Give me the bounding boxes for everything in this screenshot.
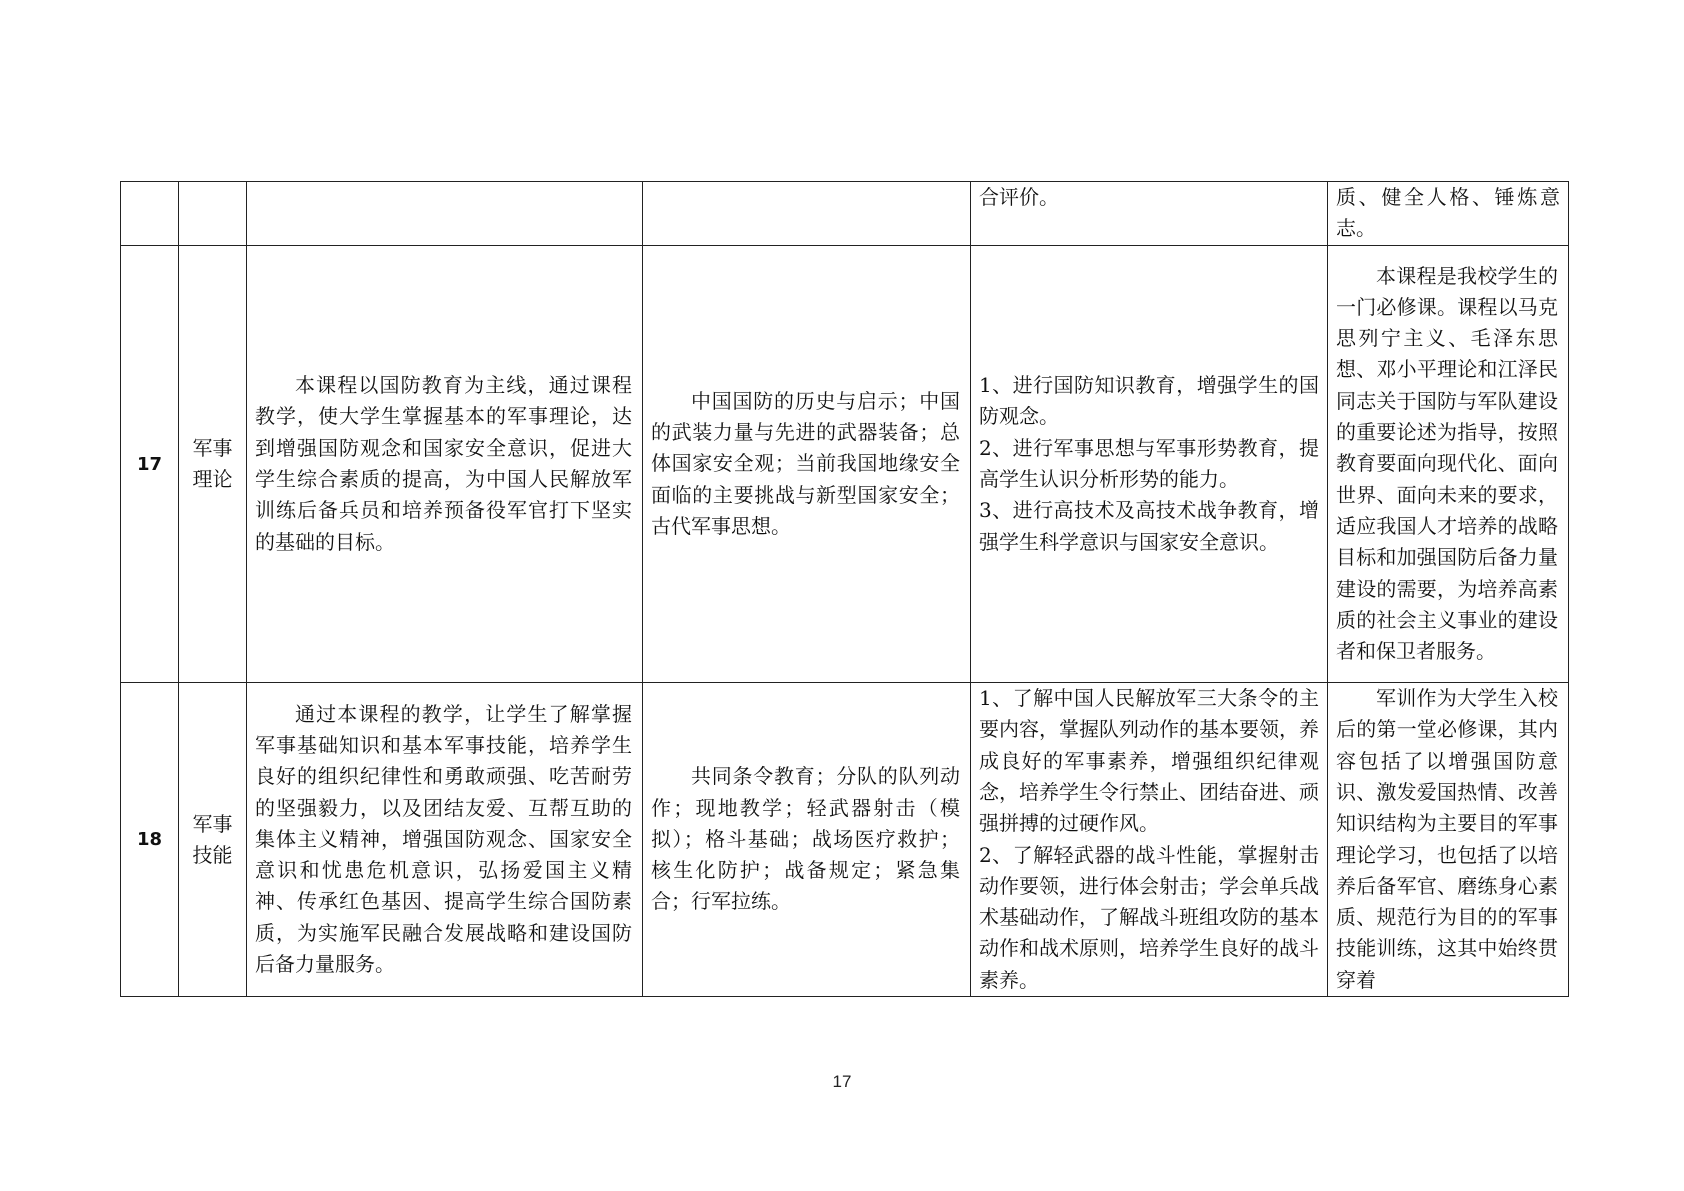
table-row-continuation [121, 182, 1569, 246]
requirement-item: 1、了解中国人民解放军三大条令的主要内容，掌握队列动作的基本要领，养成良好的军事素养，增强组织纪律观念，培养学生令行禁止、团结奋进、顽强拼搏的过硬作风。 [979, 686, 1319, 836]
cell-objective [247, 182, 643, 246]
course-description: 军训作为大学生入校后的第一堂必修课，其内容包括了以增强国防意识、激发爱国热情、改善知识结构为主要目的军事理论学习，也包括了以培养后备军官、磨练身心素质、规范行为目的的军事技能训练，这其中始终贯穿着 [1336, 686, 1558, 992]
table-row-17 [121, 246, 1569, 683]
row-number: 18 [136, 829, 163, 851]
cell-requirements [971, 683, 1328, 997]
requirement-item: 2、进行军事思想与军事形势教育，提高学生认识分析形势的能力。 [979, 435, 1319, 491]
page-number: 17 [832, 1072, 852, 1091]
cell-number [121, 246, 179, 683]
cell-description [1328, 246, 1569, 683]
course-description: 本课程是我校学生的一门必修课。课程以马克思列宁主义、毛泽东思想、邓小平理论和江泽民同志关于国防与军队建设的重要论述为指导，按照教育要面向现代化、面向世界、面向未来的要求，适应我国人才培养的战略目标和加强国防后备力量建设的需要，为培养高素质的社会主义事业的建设者和保卫者服务。 [1336, 263, 1558, 664]
cell-course-name [179, 182, 247, 246]
course-content: 共同条令教育；分队的队列动作；现地教学；轻武器射击（模拟）；格斗基础；战场医疗救护；核生化防护；战备规定；紧急集合；行军拉练。 [651, 764, 960, 914]
requirement-item: 2、了解轻武器的战斗性能，掌握射击动作要领，进行体会射击；学会单兵战术基础动作，了解战斗班组攻防的基本动作和战术原则，培养学生良好的战斗素养。 [979, 842, 1319, 992]
cell-requirements [971, 182, 1328, 246]
cell-course-name [179, 683, 247, 997]
cell-content [643, 182, 971, 246]
row-number: 17 [136, 453, 163, 475]
cell-objective [247, 683, 643, 997]
cell-number [121, 182, 179, 246]
course-content: 中国国防的历史与启示；中国的武装力量与先进的武器装备；总体国家安全观；当前我国地缘安全面临的主要挑战与新型国家安全；古代军事思想。 [651, 388, 960, 538]
cell-description [1328, 683, 1569, 997]
course-description: 质、健全人格、锤炼意志。 [1336, 185, 1560, 241]
course-table [120, 181, 1569, 997]
cell-description [1328, 182, 1569, 246]
cell-objective [247, 246, 643, 683]
cell-content [643, 683, 971, 997]
requirement-item: 合评价。 [979, 185, 1059, 209]
cell-requirements [971, 246, 1328, 683]
requirement-item: 3、进行高技术及高技术战争教育，增强学生科学意识与国家安全意识。 [979, 498, 1319, 554]
requirement-item: 1、进行国防知识教育，增强学生的国防观念。 [979, 373, 1319, 429]
cell-course-name [179, 246, 247, 683]
cell-content [643, 246, 971, 683]
course-name: 军事理论 [192, 436, 233, 491]
course-objective: 通过本课程的教学，让学生了解掌握军事基础知识和基本军事技能，培养学生良好的组织纪律性和勇敢顽强、吃苦耐劳的坚强毅力，以及团结友爱、互帮互助的集体主义精神，增强国防观念、国家安全意识和忧患危机意识，弘扬爱国主义精神、传承红色基因、提高学生综合国防素质，为实施军民融合发展战略和建设国防后备力量服务。 [255, 701, 632, 977]
cell-number [121, 683, 179, 997]
course-name: 军事技能 [192, 811, 233, 867]
table-row-18 [121, 683, 1569, 997]
course-objective: 本课程以国防教育为主线，通过课程教学，使大学生掌握基本的军事理论，达到增强国防观念和国家安全意识，促进大学生综合素质的提高，为中国人民解放军训练后备兵员和培养预备役军官打下坚实的基础的目标。 [255, 373, 632, 554]
